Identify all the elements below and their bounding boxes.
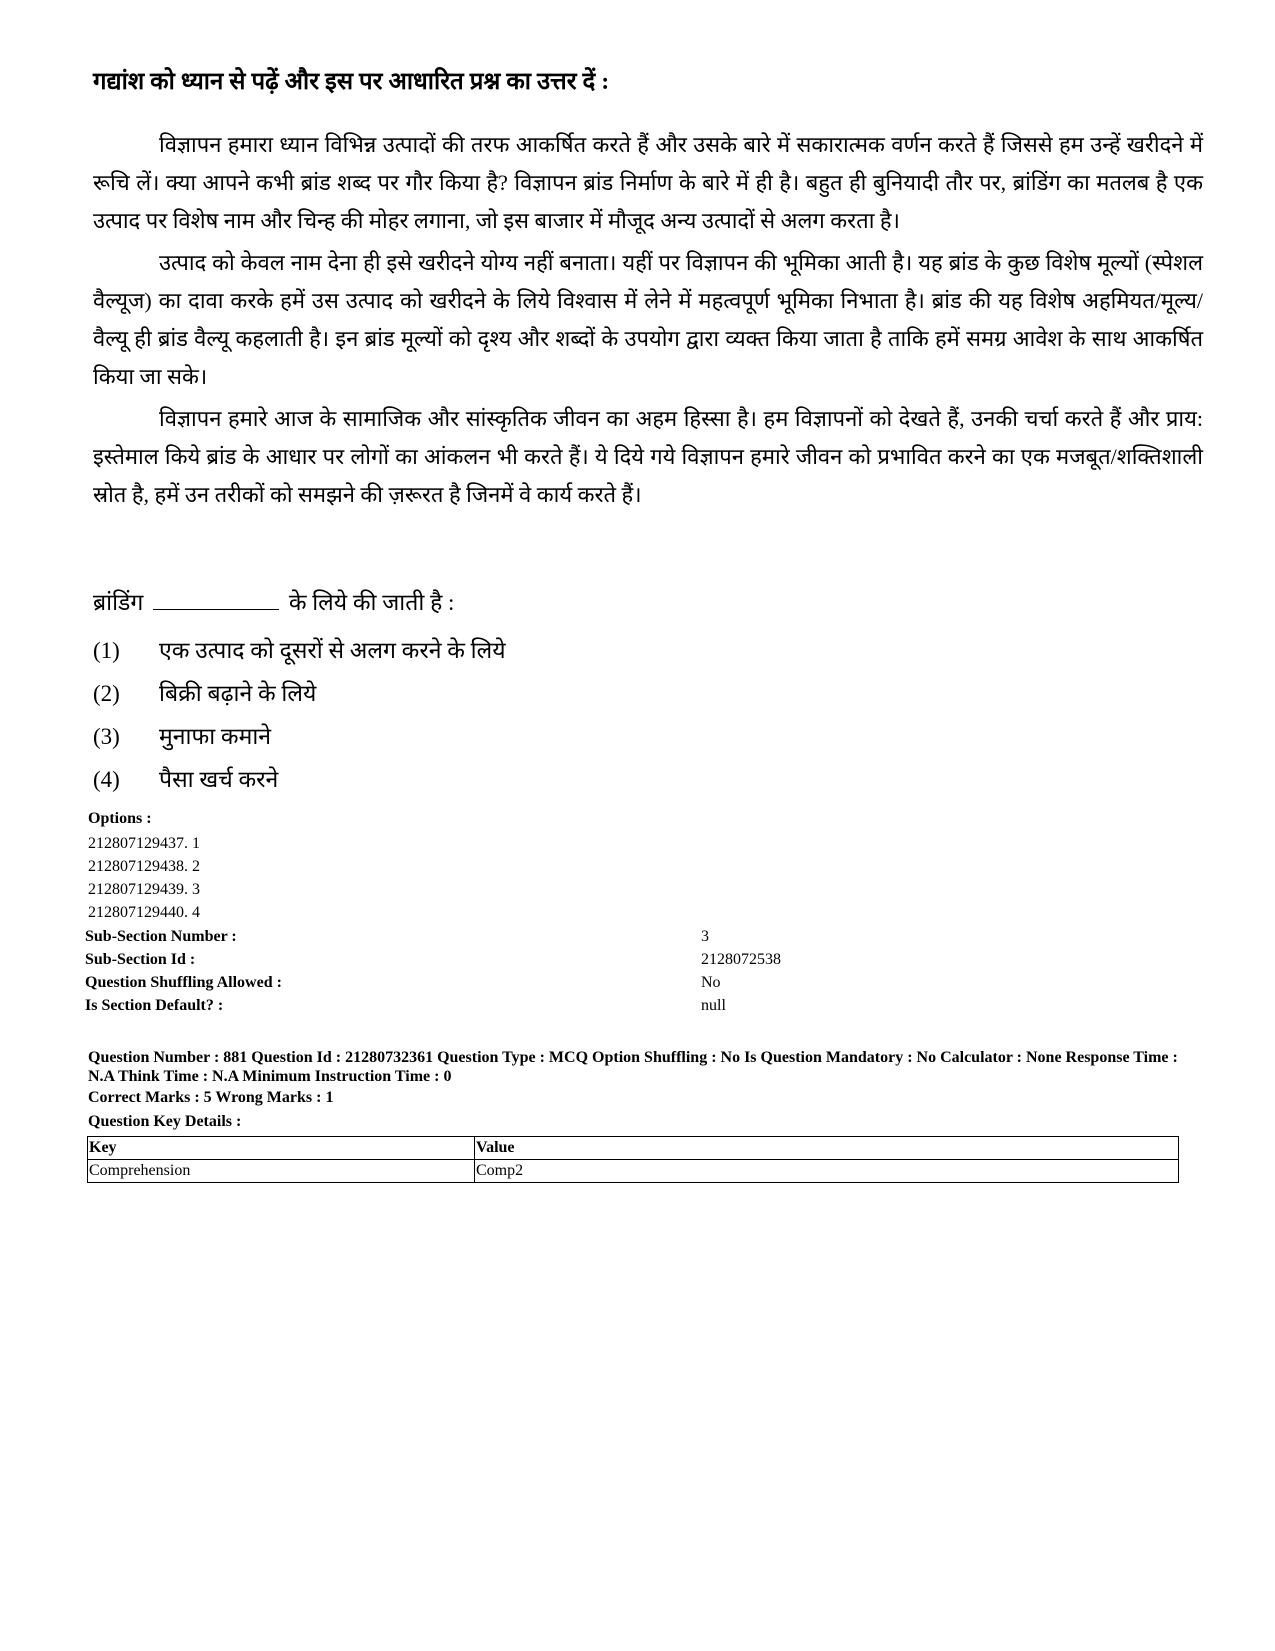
- marks-info: Correct Marks : 5 Wrong Marks : 1: [88, 1089, 334, 1106]
- choice-text: एक उत्पाद को दूसरों से अलग करने के लिये: [159, 638, 506, 663]
- choice-text: बिक्री बढ़ाने के लिये: [159, 681, 317, 706]
- meta-key: Sub-Section Id :: [85, 951, 196, 968]
- stem-start: ब्रांडिंग: [93, 590, 144, 615]
- passage-paragraph: विज्ञापन हमारा ध्यान विभिन्न उत्पादों की तरफ आकर्षित करते हैं और उसके बारे में सकारात्मक वर्णन करते हैं जिससे हम उन्हें खरीदने में रूचि लें। क्या आपने कभी ब्रांड शब्द पर गौर किया है? विज्ञापन ब्रांड निर्माण के बारे में ही है। बहुत ही बुनियादी तौर पर, ब्रांडिंग का मतलब है एक उत्पाद पर विशेष नाम और चिन्ह की मोहर लगाना, जो इस बाजार में मौजूद अन्य उत्पादों से अलग करता है।: [93, 132, 1203, 233]
- key-details-label: Question Key Details :: [88, 1113, 242, 1130]
- table-cell: Comprehension: [88, 1160, 475, 1183]
- meta-row-shuffling: [85, 972, 1185, 994]
- meta-row-subsection-id: [85, 949, 1185, 971]
- fill-blank: [153, 589, 279, 610]
- meta-value: 3: [701, 928, 709, 945]
- meta-key: Is Section Default? :: [85, 997, 224, 1014]
- meta-key: Sub-Section Number :: [85, 928, 237, 945]
- passage-heading: गद्यांश को ध्यान से पढ़ें और इस पर आधारित प्रश्न का उत्तर दें :: [93, 69, 610, 95]
- choice-text: पैसा खर्च करने: [159, 767, 279, 792]
- choice-number: (1): [93, 638, 120, 663]
- passage-paragraph: उत्पाद को केवल नाम देना ही इसे खरीदने योग्य नहीं बनाता। यहीं पर विज्ञापन की भूमिका आती है। यह ब्रांड के कुछ विशेष मूल्यों (स्पेशल वैल्यूज) का दावा करके हमें उस उत्पाद को खरीदने के लिये विश्वास में लेने में महत्वपूर्ण भूमिका निभाता है। ब्रांड की यह विशेष अहमियत/मूल्य/वैल्यू ही ब्रांड वैल्यू कहलाती है। इन ब्रांड मूल्यों को दृश्य और शब्दों के उपयोग द्वारा व्यक्त किया जाता है ताकि हमें समग्र आवेश के साथ आकर्षित किया जा सके।: [93, 250, 1203, 389]
- key-details-table: [87, 1136, 1179, 1183]
- table-header: Value: [475, 1137, 1179, 1160]
- meta-value: No: [701, 974, 721, 991]
- meta-value: null: [701, 997, 726, 1014]
- table-row: [88, 1160, 1179, 1183]
- meta-value: 2128072538: [701, 951, 781, 968]
- question-info: Question Number : 881 Question Id : 21280732361 Question Type : MCQ Option Shuffling : No Is Question Mandatory : No Calculator : None Response Time : N.A Think Time : N.A Minimum Instruction Time : 0: [88, 1049, 1178, 1085]
- option-id: 212807129438. 2: [88, 858, 200, 875]
- table-header-row: [88, 1137, 1179, 1160]
- meta-row-subsection-number: [85, 926, 1185, 948]
- comprehension-passage: [93, 126, 1203, 518]
- option-id: 212807129440. 4: [88, 904, 200, 921]
- meta-key: Question Shuffling Allowed :: [85, 974, 282, 991]
- choice-text: मुनाफा कमाने: [159, 724, 272, 749]
- passage-paragraph: विज्ञापन हमारे आज के सामाजिक और सांस्कृतिक जीवन का अहम हिस्सा है। हम विज्ञापनों को देखते हैं, उनकी चर्चा करते हैं और प्राय: इस्तेमाल किये ब्रांड के आधार पर लोगों का आंकलन भी करते हैं। ये दिये गये विज्ञापन हमारे जीवन को प्रभावित करने का एक मजबूत/शक्तिशाली स्रोत है, हमें उन तरीकों को समझने की ज़रूरत है जिनमें वे कार्य करते हैं।: [93, 406, 1203, 507]
- options-label: Options :: [88, 810, 152, 827]
- table-header: Key: [88, 1137, 475, 1160]
- question-stem: [93, 586, 454, 620]
- option-id: 212807129439. 3: [88, 881, 200, 898]
- table-cell: Comp2: [475, 1160, 1179, 1183]
- choice-number: (3): [93, 724, 120, 749]
- option-id: 212807129437. 1: [88, 835, 200, 852]
- meta-row-section-default: [85, 995, 1185, 1017]
- choice-number: (4): [93, 767, 120, 792]
- stem-end: के लिये की जाती है :: [288, 590, 455, 615]
- choice-number: (2): [93, 681, 120, 706]
